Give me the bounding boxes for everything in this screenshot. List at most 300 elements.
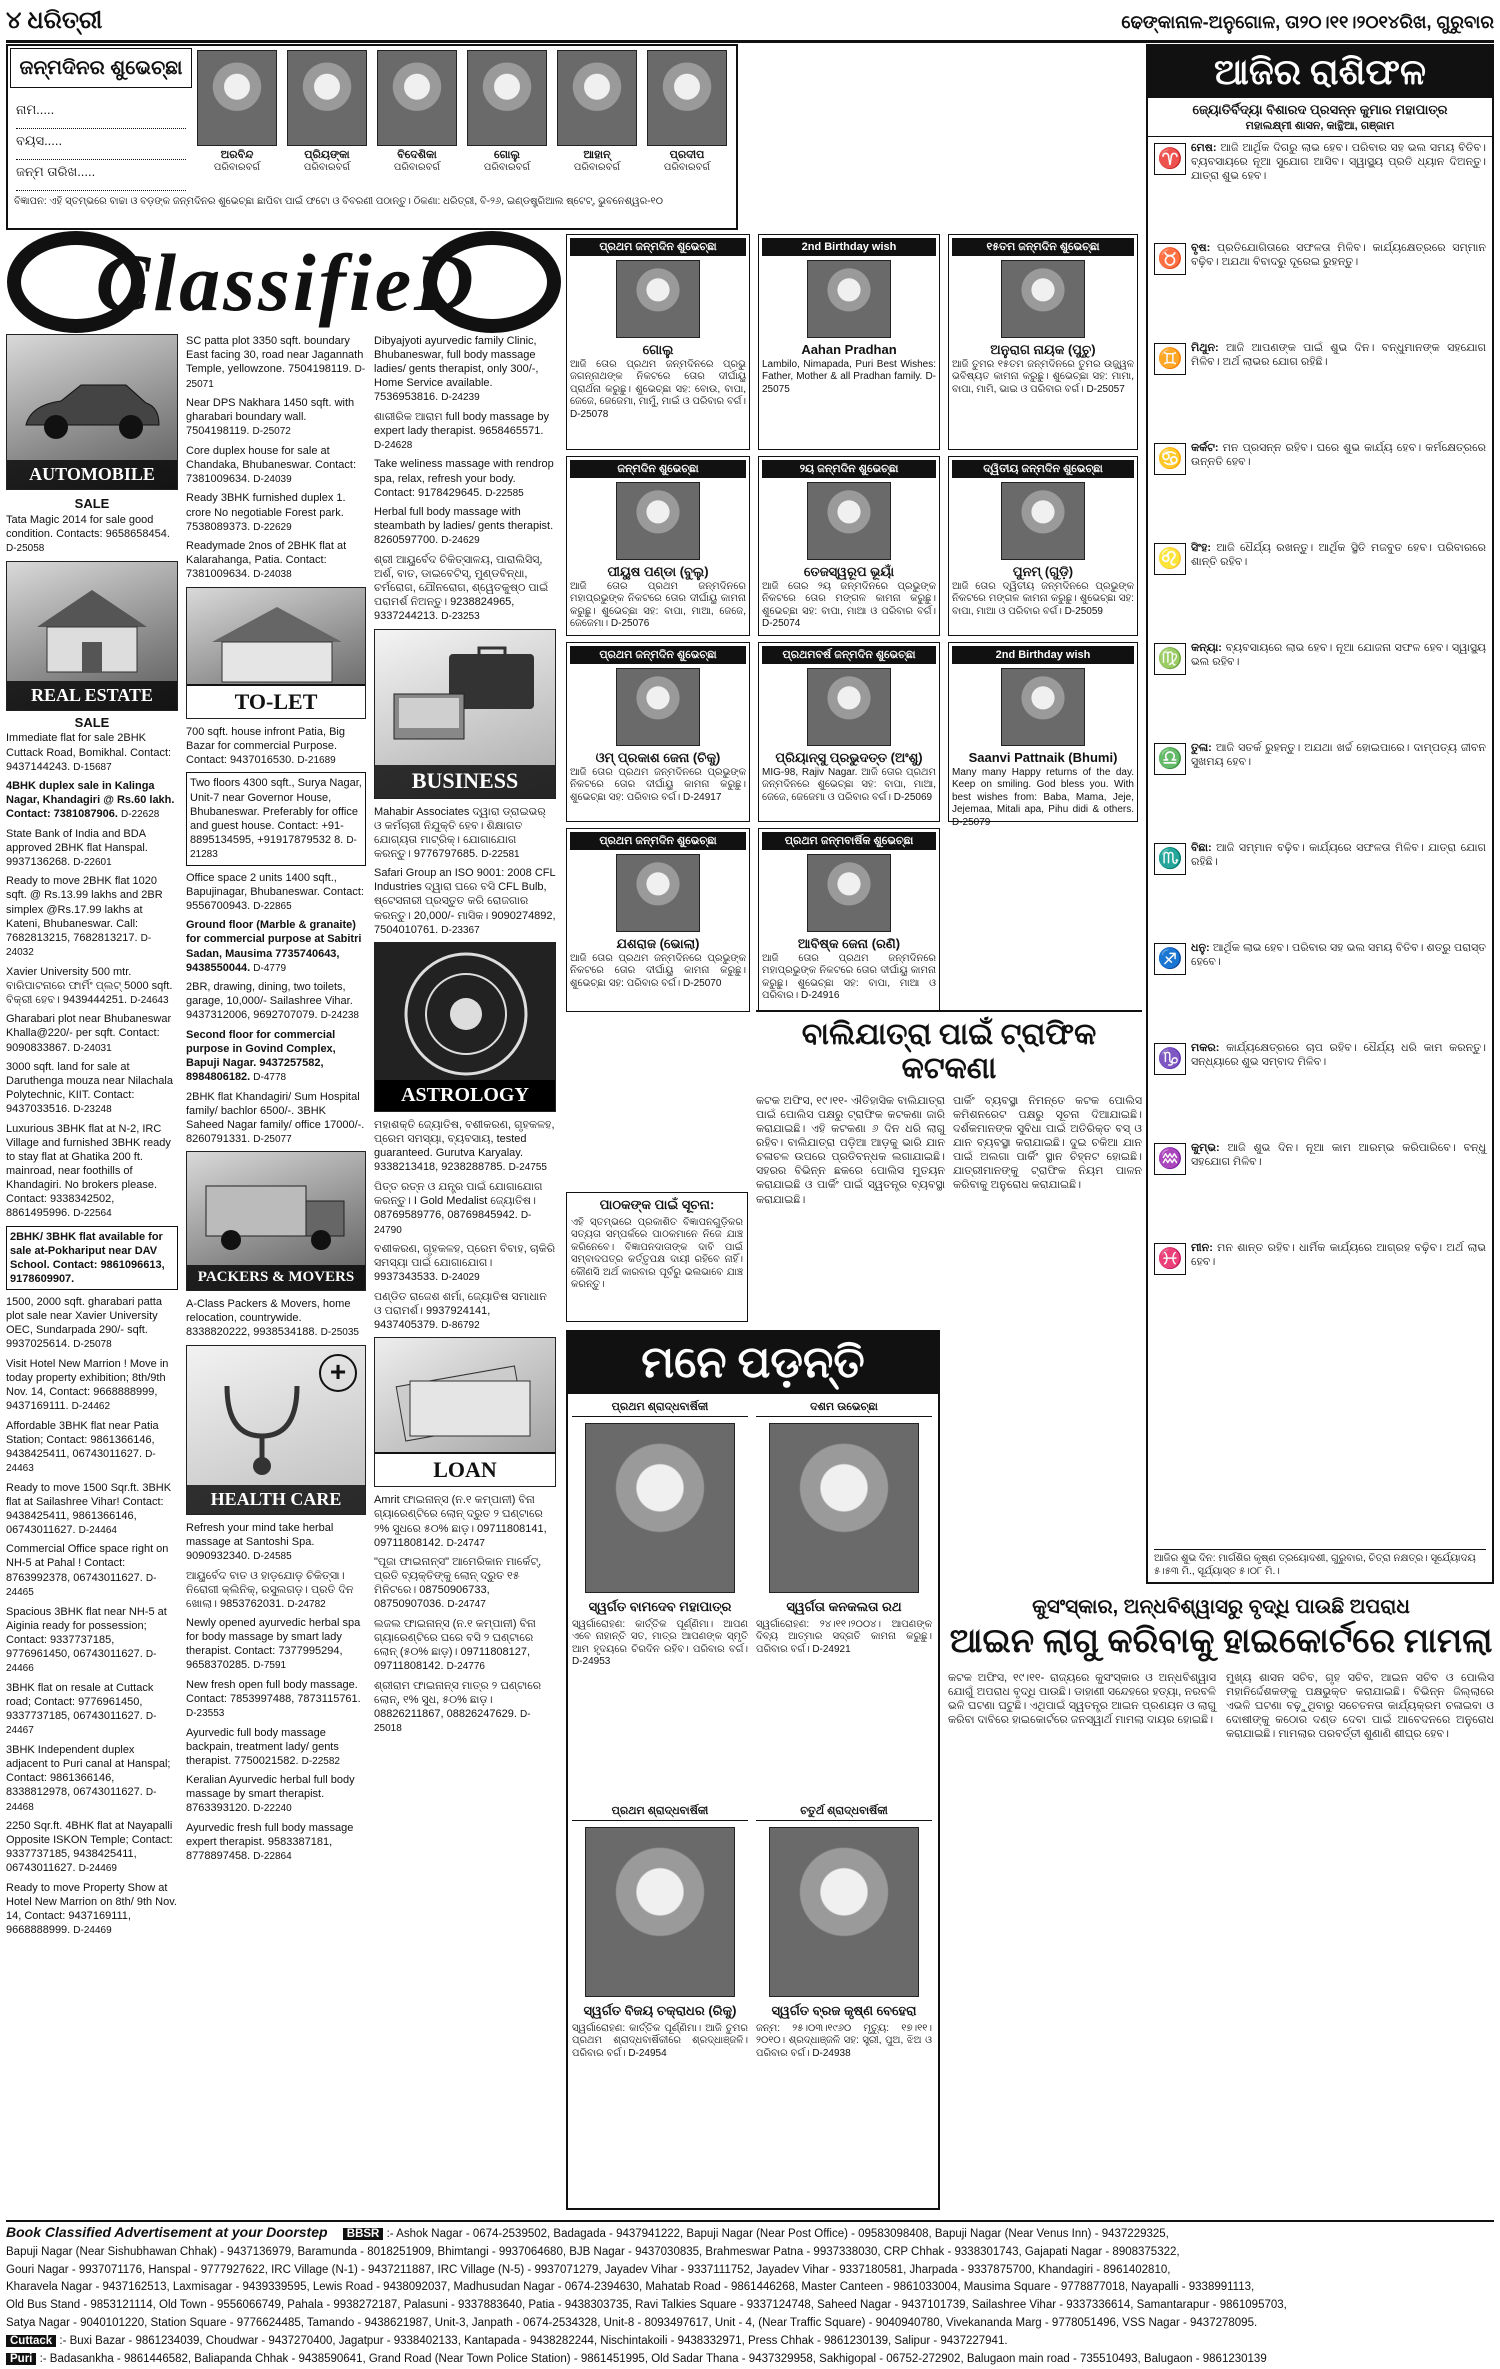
child-photo — [647, 50, 727, 146]
stethoscope-icon — [207, 1376, 327, 1476]
currency-notes-icon — [395, 1356, 535, 1446]
zodiac-prediction: ଆର୍ଥିକ ଲାଭ ହେବ। ପରିବାର ସହ ଭଲ ସମୟ ବିତିବ। ଶତ୍ରୁ ପରାସ୍ତ ହେବେ। — [1191, 941, 1486, 969]
ad-text: 700 sqft. house infront Patia, Big Bazar for commercial Purpose. Contact: 9437016530. — [186, 725, 345, 766]
ad-code: D-4779 — [253, 962, 287, 974]
ad-code: D-22628 — [120, 809, 160, 821]
classified-ad — [374, 457, 556, 500]
child-name: ବିଦେଶିକା — [397, 149, 437, 161]
birthday-child-photo — [807, 854, 891, 932]
classified-ad — [6, 1122, 178, 1221]
classified-ad — [6, 1605, 178, 1676]
birthday-ad-code: D-24916 — [801, 990, 840, 1002]
massage-ads — [374, 334, 556, 624]
classified-ad — [186, 491, 366, 534]
child-name: ଗୋଲୁ — [493, 149, 521, 161]
classified-ad — [186, 396, 366, 439]
column-1 — [6, 334, 178, 2218]
classified-ad — [6, 1295, 178, 1352]
classified-ad — [6, 1743, 178, 1814]
birthday-child-photo — [1001, 668, 1085, 746]
horoscope-sign — [1154, 441, 1486, 537]
ad-packers: A-Class Packers & Movers, home relocation, countrywide. 8338820222, 9938534188. D-25035 — [186, 1298, 359, 1339]
ad-text: ଶ୍ରୀ ଆୟୁର୍ବେଦ ଚିକିତ୍ସାଳୟ, ପାରାଲିସିସ୍, ଅର୍ଶ, ବାତ, ଡାଇବେଟିସ୍, ମୁଣ୍ଡବିନ୍ଧା, ଚର୍ମରୋଗ, ଯୌନରୋଗ, ଶ୍ୱେତକୁଷ୍ଠ ପାଇଁ ପରାମର୍ଶ ନିଅନ୍ତୁ। 9238824965, 9337244213. — [374, 553, 549, 623]
birthday-ad-code: D-25075 — [762, 371, 936, 395]
ad-text: Ground floor (Marble & granaite) for commercial purpose at Sabitri Sadan, Mausima 7735740643, 9438550044. — [186, 919, 362, 974]
child-card — [374, 50, 460, 190]
ad-code: D-24238 — [320, 1010, 359, 1022]
birthday-child-name: ପୁନମ୍ (ଗୁଡ଼ି) — [1012, 564, 1074, 580]
ad-text: Ready to move Property Show at Hotel New Marrion on 8th/ 9th Nov. 14, Contact: 9437169111, 9668888999. — [6, 1881, 177, 1937]
classified-ad — [6, 1012, 178, 1055]
zodiac-name: ତୁଳା: — [1191, 741, 1212, 754]
horoscope-sign — [1154, 341, 1486, 437]
horoscope-sign — [1154, 1241, 1486, 1337]
classified-ad — [186, 334, 366, 391]
obituary-text — [756, 2023, 932, 2061]
birthday-message — [952, 359, 1134, 397]
zodiac-icon: ♑ — [1154, 1043, 1186, 1075]
ad-code: D-22581 — [481, 848, 520, 860]
birthday-child-photo — [807, 668, 891, 746]
birthday-child-name: ତେଜସ୍ୱରୂପ ଭୂୟାଁ — [803, 564, 895, 580]
zodiac-name: ବିଛା: — [1191, 841, 1212, 854]
ad-text: Core duplex house for sale at Chandaka, Bhubaneswar. Contact: 7381009634. — [186, 444, 357, 485]
obituary-photo — [769, 1423, 919, 1593]
birthday-message-text: ଆଜି ତୁମର ୧୫ତମ ଜନ୍ମଦିନରେ ତୁମର ଉଜ୍ଜ୍ୱଳ ଭବିଷ୍ୟତ କାମନା କରୁଛୁ। ଶୁଭେଚ୍ଛା ସହ: ମାମା, ବାପା, ମାମି, ଭାଇ ଓ ପରିବାର ବର୍ଗ। — [952, 358, 1134, 395]
classified-ad — [186, 1090, 366, 1147]
ad-code: D-24469 — [78, 1863, 117, 1875]
ad-code: D-4778 — [253, 1072, 287, 1084]
birthday-message-text: ଆଜି ତୋର ପ୍ରଥମ ଜନ୍ମଦିନରେ ମହାପ୍ରଭୁଙ୍କ ନିକଟରେ ତୋର ଦୀର୍ଘାୟୁ କାମନା କରୁଛୁ। ଶୁଭେଚ୍ଛା ସହ: ବାପା, ମାଆ ଓ ପରିବାର। — [762, 952, 936, 1002]
zodiac-icon: ♈ — [1154, 143, 1186, 175]
classified-ad — [186, 1726, 366, 1769]
ad-code: D-22629 — [253, 521, 292, 533]
ad-text: ବଶୀକରଣ, ଗୃହକଳହ, ପ୍ରେମ ବିବାହ, ଚାକିରି ସମସ୍ୟା ପାଇଁ ଯୋଗାଯୋଗ। 9937343533. — [374, 1243, 556, 1284]
horoscope-sign — [1154, 1141, 1486, 1237]
child-card — [284, 50, 370, 190]
birthday-card-title: ଦ୍ୱିତୀୟ ଜନ୍ମଦିନ ଶୁଭେଚ୍ଛା — [952, 460, 1134, 478]
birthday-card-title: 2nd Birthday wish — [762, 238, 936, 256]
birthday-ad-code: D-25078 — [570, 408, 609, 420]
automobile-image — [6, 334, 178, 490]
ad-code: D-24629 — [441, 535, 480, 547]
health-care-image — [186, 1345, 366, 1515]
briefcase-icon — [389, 644, 539, 754]
classified-logo — [6, 234, 566, 330]
birthday-message-text: ଆଜି ତୋର ୨ୟ ଜନ୍ମଦିନରେ ପ୍ରଭୁଙ୍କ ନିକଟରେ ତୋର ମଙ୍ଗଳ କାମନା କରୁଛୁ। ଶୁଭେଚ୍ଛା ସହ: ବାପା, ମାଆ ଓ ପରିବାର ବର୍ଗ। — [762, 580, 936, 617]
ad-code: D-23553 — [186, 1708, 225, 1720]
birthday-child-name: ଯଶରାଜ (ଭୋଲା) — [616, 936, 700, 952]
obituary-text — [572, 1619, 748, 1669]
ad-text: 1500, 2000 sqft. gharabari patta plot sale near Xavier University OEC, Sundarpada 290/- sqft. 9937025614. — [6, 1296, 162, 1351]
ad-code: D-22564 — [73, 1208, 112, 1220]
classified-ad — [6, 1419, 178, 1476]
loan-image — [374, 1337, 556, 1487]
ad-text: ଆୟୁର୍ବେଦ ବାତ ଓ ହାଡ଼ଯୋଡ଼ ଚିକିତ୍ସା। ନିରୋଗୀ କ୍ଲିନିକ୍, ରସୁଲଗଡ଼। ପ୍ରତି ଦିନ ଖୋଲା। 9853762031. — [186, 1569, 354, 1610]
classified-ad — [374, 1617, 556, 1674]
ad-code: D-24468 — [6, 1787, 157, 1813]
classified-ad — [186, 772, 366, 865]
birthday-child-name: ଅନୁରାଗ ନାୟକ (ପୁଚୁ) — [990, 342, 1096, 358]
obituary-text-body: ସ୍ୱର୍ଗାରୋହଣ: ୨୪।୧୧।୨୦୦୪। ଆପଣଙ୍କ ଦିବ୍ୟ ଆତ୍ମାର ସଦ୍‌ଗତି କାମନା କରୁଛୁ। ପରିବାର ବର୍ଗ। — [756, 1618, 932, 1655]
classified-ad — [186, 1569, 366, 1612]
child-family: ପରିବାରବର୍ଗ — [663, 162, 711, 174]
ad-code: D-15687 — [73, 761, 112, 773]
property-ads — [186, 334, 366, 582]
birthday-message-text: ଆଜି ତୋର ପ୍ରଥମ ଜନ୍ମଦିନରେ ମହାପ୍ରଭୁଙ୍କ ନିକଟରେ ତୋର ଦୀର୍ଘାୟୁ କାମନା କରୁଛୁ। ଶୁଭେଚ୍ଛା ସହ: ବାପା, ମାଆ, ଜେଜେ, ଜେଜେମା। — [570, 580, 746, 630]
zodiac-prediction: କାର୍ଯ୍ୟକ୍ଷେତ୍ରରେ ଚାପ ରହିବ। ଧୈର୍ଯ୍ୟ ଧରି କାମ କରନ୍ତୁ। ସନ୍ଧ୍ୟାରେ ଶୁଭ ସମ୍ବାଦ ମିଳିବ। — [1191, 1041, 1486, 1069]
footer-book-title: Book Classified Advertisement at your Doorstep — [6, 2224, 328, 2240]
zodiac-icon: ♏ — [1154, 843, 1186, 875]
ad-text: 2BHK/ 3BHK flat available for sale at-Pokhariput near DAV School. Contact: 9861096613, 9178609907. — [10, 1230, 165, 1285]
birthday-ad-code: D-25079 — [952, 816, 991, 828]
ad-text: ଶ୍ରୀରାମ ଫାଇନାନ୍ସ ମାତ୍ର ୨ ଘଣ୍ଟାରେ ଲୋନ୍, ୧% ସୁଧ, ୫୦% ଛାଡ଼। 08826211867, 08826247629. — [374, 1679, 542, 1720]
child-name: ପ୍ରିୟଙ୍କା — [304, 149, 350, 161]
child-name: ପ୍ରଦୀପ — [669, 149, 705, 161]
zodiac-prediction: ଆଜି ଆପଣଙ୍କ ପାଇଁ ଶୁଭ ଦିନ। ବନ୍ଧୁମାନଙ୍କ ସହଯୋଗ ମିଳିବ। ଅର୍ଥ ଲାଭର ଯୋଗ ରହିଛି। — [1191, 341, 1487, 369]
obituary-ad-code: D-24938 — [812, 2047, 851, 2059]
classified-ad — [186, 871, 366, 914]
court-headline: ଆଇନ ଲାଗୁ କରିବାକୁ ହାଇକୋର୍ଟରେ ମାମଲା — [949, 1623, 1493, 1660]
real-estate-image — [6, 561, 178, 711]
birthday-child-photo — [616, 260, 700, 338]
reader-notice-title: ପାଠକଙ୍କ ପାଇଁ ସୂଚନା: — [599, 1197, 715, 1212]
ad-code: D-24463 — [6, 1448, 156, 1475]
zodiac-name: କୁମ୍ଭ: — [1191, 1141, 1220, 1154]
house-icon — [27, 582, 157, 672]
birthday-message — [762, 953, 936, 1003]
obituary-photo — [769, 1827, 919, 1997]
reader-notice — [566, 1192, 748, 1322]
birthday-message-text: MIG-98, Rajiv Nagar. ଆଜି ତୋର ପ୍ରଥମ ଜନ୍ମଦିନରେ ଶୁଭେଚ୍ଛା ସହ: ବାପା, ମାଆ, ଜେଜେ, ଜେଜେମା ଓ ପରିବାର ବର୍ଗ। — [762, 766, 936, 803]
obituary-heading: ଦଶମ ଉଭେଚ୍ଛା — [756, 1400, 932, 1417]
ad-code: D-24038 — [253, 569, 292, 581]
zodiac-name: ଧନୁ: — [1191, 941, 1210, 954]
child-card — [464, 50, 550, 190]
zodiac-name: ସିଂହ: — [1191, 541, 1212, 554]
birthday-message — [570, 767, 746, 805]
classified-ad — [186, 1521, 366, 1564]
reader-notice-text: ଏହି ସ୍ତମ୍ଭରେ ପ୍ରକାଶିତ ବିଜ୍ଞାପନଗୁଡ଼ିକର ସତ୍ୟତା ସମ୍ପର୍କରେ ପାଠକମାନେ ନିଜେ ଯାଞ୍ଚ କରିନେବେ। ବିଜ୍ଞାପନଦାତାଙ୍କ ଦାବି ପାଇଁ ସମ୍ବାଦପତ୍ର କର୍ତ୍ତୃପକ୍ଷ ଦାୟୀ ରହିବେ ନାହିଁ। କୌଣସି ଅର୍ଥ କାରବାର ପୂର୍ବରୁ ଭଲଭାବେ ଯାଞ୍ଚ କରନ୍ତୁ। — [571, 1216, 743, 1291]
car-icon — [21, 375, 161, 445]
footer-line: Gouri Nagar - 9937071176, Hanspal - 9777927622, IRC Village (N-1) - 9437211887, IRC Village (N-5) - 9937071279, Jayadev Vihar - 9337111752, Jayadev Vihar - 9337180581, Jharpada - 9337875700, Khandagiri - 8961402810, — [6, 2263, 1171, 2276]
ad-text: Readymade 2nos of 2BHK flat at Kalarahanga, Patia. Contact: 7381009634. — [186, 540, 347, 581]
footer-line: Old Bus Stand - 9853121114, Old Town - 9556066749, Pahala - 9938272187, Palasuni - 9337883640, Patia - 9438303735, Ravi Talkies Square - 9337124748, Saheed Nagar - 9437101739, Sailashree Vihar - 9337336614, Samantarapur - 9861095703, — [6, 2299, 1287, 2312]
zodiac-icon: ♒ — [1154, 1143, 1186, 1175]
birthday-card — [758, 642, 940, 822]
form-field-age[interactable]: ବୟସ..... — [16, 133, 186, 160]
column-3 — [374, 334, 556, 2218]
zodiac-icon: ♌ — [1154, 543, 1186, 575]
birthday-message — [762, 359, 936, 397]
to-let-image — [186, 587, 366, 719]
zodiac-prediction: ଆଜି ସତର୍କ ରୁହନ୍ତୁ। ଅଯଥା ଖର୍ଚ୍ଚ ହୋଇପାରେ। ଦାମ୍ପତ୍ୟ ଜୀବନ ସୁଖମୟ ହେବ। — [1191, 741, 1486, 769]
ad-code: D-25018 — [374, 1708, 531, 1735]
zodiac-prediction: ଆଜି ଧୈର୍ଯ୍ୟ ରଖନ୍ତୁ। ଆର୍ଥିକ ସ୍ଥିତି ମଜବୁତ ହେବ। ପରିବାରରେ ଶାନ୍ତି ରହିବ। — [1191, 541, 1487, 569]
astrology-ads — [374, 1118, 556, 1332]
horoscope-sign — [1154, 941, 1486, 1037]
birthday-ad-code: D-25059 — [1064, 605, 1103, 617]
classified-ad — [186, 444, 366, 487]
ad-text: Mahabir Associates ଦ୍ୱାରା ଡ୍ରାଇଭର୍ ଓ କର୍ମଚାରୀ ନିଯୁକ୍ତି ହେବ। ଶିକ୍ଷାଗତ ଯୋଗ୍ୟତା ମାଟ୍ରିକ୍। ଯୋଗାଯୋଗ କରନ୍ତୁ। 9776797685. — [374, 805, 546, 860]
ad-code: D-22585 — [485, 487, 524, 499]
ad-code: D-24585 — [253, 1551, 292, 1563]
horoscope-sign — [1154, 641, 1486, 737]
birthday-child-name: ଗୋଲୁ — [642, 342, 674, 358]
birthday-card — [948, 642, 1138, 828]
horoscope-title: ଆଜିର ରାଶିଫଳ — [1148, 46, 1492, 98]
classified-ad — [374, 1493, 556, 1550]
birthday-card — [948, 234, 1138, 450]
ad-code: D-24776 — [446, 1661, 485, 1673]
ad-text: Ayurvedic full body massage backpain, treatment lady/ gents therapist. 7750021582. — [186, 1726, 339, 1767]
birthday-message — [570, 953, 746, 991]
court-paragraph-2: ମୁଖ୍ୟ ଶାସନ ସଚିବ, ଗୃହ ସଚିବ, ଆଇନ ସଚିବ ଓ ପୋଲିସ ମହାନିର୍ଦ୍ଦେଶକଙ୍କୁ ପକ୍ଷଭୁକ୍ତ କରାଯାଇଛି। ବିଭିନ୍ନ ଜିଲ୍ଲାରେ ଏଭଳି ଘଟଣା ବଢ଼ୁଥିବାରୁ ସଚେତନତା କାର୍ଯ୍ୟକ୍ରମ ଚଳାଇବା ଓ ଦୋଷୀଙ୍କୁ କଠୋର ଦଣ୍ଡ ଦେବା ପାଇଁ ଆବେଦନରେ ଅନୁରୋଧ କରାଯାଇଛି। ମାମଲାର ପରବର୍ତ୍ତୀ ଶୁଣାଣି ଶୀଘ୍ର ହେବ। — [1226, 1672, 1494, 1741]
birthday-card — [566, 234, 750, 450]
obituary-heading: ପ୍ରଥମ ଶ୍ରାଦ୍ଧବାର୍ଷିକୀ — [572, 1804, 748, 1821]
child-card — [194, 50, 280, 190]
zodiac-prediction: ଆଜି ଆର୍ଥିକ ଦିଗରୁ ଲାଭ ହେବ। ପରିବାର ସହ ଭଲ ସମୟ ବିତିବ। ବ୍ୟବସାୟରେ ନୂଆ ସୁଯୋଗ ଆସିବ। ସ୍ୱାସ୍ଥ୍ୟ ପ୍ରତି ଧ୍ୟାନ ଦିଅନ୍ତୁ। ଯାତ୍ରା ଶୁଭ ହେବ। — [1191, 141, 1486, 183]
zodiac-name: ମେଷ: — [1191, 141, 1217, 154]
obituary-photo — [585, 1423, 735, 1593]
horoscope-sign — [1154, 141, 1486, 237]
birthday-ad-code: D-25070 — [683, 977, 722, 989]
category-astrology: ASTROLOGY — [375, 1080, 555, 1112]
ad-text: 3000 sqft. land for sale at Daruthenga mouza near Nilachala Polytechnic, KIIT. Contact: 9437033516. — [6, 1061, 173, 1116]
birthday-card — [566, 456, 750, 636]
loan-ads — [374, 1493, 556, 1735]
birthday-ad-code: D-24917 — [683, 791, 722, 803]
ad-text: Keralian Ayurvedic herbal full body massage by smart therapist. 8763393120. — [186, 1774, 355, 1815]
ad-text: Office space 2 units 1400 sqft., Bapujinagar, Bhubaneswar. Contact: 9556700943. — [186, 871, 364, 912]
horoscope-sign — [1154, 1041, 1486, 1137]
birthday-card-title: 2nd Birthday wish — [952, 646, 1134, 664]
ad-text: 3BHK flat on resale at Cuttack road; Contact: 9776961450, 9337737185, 06743011627. — [6, 1681, 154, 1722]
truck-icon — [201, 1176, 351, 1256]
classified-ad — [6, 1060, 178, 1117]
child-family: ପରିବାରବର୍ଗ — [393, 162, 441, 174]
classified-ad — [374, 1242, 556, 1285]
ad-text: New fresh open full body massage. Contact: 7853997488, 7873115761. — [186, 1678, 361, 1706]
birthday-ad-code: D-25057 — [1086, 383, 1125, 395]
ad-text: ମହାଶକ୍ତି ଜ୍ୟୋତିଷ, ବଶୀକରଣ, ଗୃହକଳହ, ପ୍ରେମ ସମସ୍ୟା, ବ୍ୟବସାୟ, tested guaranteed. Gurutva Karyalay. 9338213418, 9238288785. — [374, 1119, 555, 1174]
ad-code: D-25078 — [73, 1339, 112, 1351]
ad-code: D-24039 — [253, 473, 292, 485]
zodiac-icon: ♊ — [1154, 343, 1186, 375]
ad-text: Safari Group an ISO 9001: 2008 CFL Industries ଦ୍ୱାରା ଘରେ ବସି CFL Bulb, ଷ୍ଟେସନାରୀ ପ୍ରସ୍ତୁତ କରି ରୋଜଗାର କରନ୍ତୁ। 20,000/- ମାସିକ। 9090274892, 7504010761. — [374, 867, 556, 936]
ad-code: D-24643 — [130, 994, 169, 1006]
ad-text: Second floor for commercial purpose in Govind Complex, Bapuji Nagar. 9437257582, 8984806182. — [186, 1028, 336, 1084]
zodiac-prediction: ମନ ଶାନ୍ତ ରହିବ। ଧାର୍ମିକ କାର୍ଯ୍ୟରେ ଆଗ୍ରହ ବଢ଼ିବ। ଅର୍ଥ ଲାଭ ହେବ। — [1191, 1241, 1486, 1269]
ad-code: D-24462 — [71, 1401, 111, 1413]
birthday-card-title: ପ୍ରଥମ ଜନ୍ମଦିନ ଶୁଭେଚ୍ଛା — [570, 832, 746, 850]
ad-code: D-25077 — [253, 1133, 292, 1145]
zodiac-icon: ♍ — [1154, 643, 1186, 675]
horoscope-section — [1146, 44, 1494, 1584]
classified-ad — [374, 1679, 556, 1736]
obituary-text — [572, 2023, 748, 2061]
ad-text: Near DPS Nakhara 1450 sqft. with gharabari boundary wall. 7504198119. — [186, 397, 355, 438]
birthday-child-photo — [1001, 260, 1085, 338]
classified-ad — [186, 980, 366, 1023]
classified-ad — [6, 965, 178, 1008]
zodiac-prediction: ମନ ପ୍ରସନ୍ନ ରହିବ। ଘରେ ଶୁଭ କାର୍ଯ୍ୟ ହେବ। କର୍ମକ୍ଷେତ୍ରରେ ଉନ୍ନତି ହେବ। — [1191, 441, 1486, 469]
traffic-paragraph-2: ପାର୍କିଂ ବ୍ୟବସ୍ଥା ନିମନ୍ତେ କଟକ ପୋଲିସ କମିଶନରେଟ ପକ୍ଷରୁ ସୂଚନା ଦିଆଯାଇଛି। ଦର୍ଶକମାନଙ୍କ ସୁବିଧା ପାଇଁ ଅତିରିକ୍ତ ବସ୍ ଓ ଯାନ ବ୍ୟବସ୍ଥା କରାଯାଇଛି। ଦୁଇ ଚକିଆ ଯାନ ପାଇଁ ଅଲଗା ପାର୍କିଂ ସ୍ଥାନ ଚିହ୍ନଟ ହୋଇଛି। ଯାତ୍ରୀମାନଙ୍କୁ ଟ୍ରାଫିକ ନିୟମ ପାଳନ କରିବାକୁ ଅନୁରୋଧ କରାଯାଇଛି। — [953, 1095, 1142, 1192]
child-photo — [287, 50, 367, 146]
classified-ad — [374, 805, 556, 862]
packers-image — [186, 1151, 366, 1291]
ad-code: D-24469 — [73, 1925, 112, 1937]
obituary-heading: ଚତୁର୍ଥ ଶ୍ରାଦ୍ଧବାର୍ଷିକୀ — [756, 1804, 932, 1821]
ad-text: Two floors 4300 sqft., Surya Nagar, Unit-7 near Governor House, Bhubaneswar. Preferably for office and guest house. Contact: +91-8895134595, +91917879532 8. — [190, 777, 362, 846]
birthday-form-title: ଜନ୍ମଦିନର ଶୁଭେଚ୍ଛା — [10, 48, 192, 88]
real-estate-ads — [6, 731, 178, 1937]
ad-text: Newly opened ayurvedic herbal spa for body massage by smart lady therapist. Contact: 7377995294, 9658370285. — [186, 1617, 361, 1672]
child-card — [554, 50, 640, 190]
obituary-text-body: ସ୍ୱର୍ଗାରୋହଣ: କାର୍ତ୍ତିକ ପୂର୍ଣ୍ଣିମା। ଆପଣ ଏବେ ନାହାନ୍ତି ସତ, ମାତ୍ର ଆପଣଙ୍କ ସ୍ମୃତି ଆମ ହୃଦୟରେ ଚିରଦିନ ରହିବ। ପରିବାର ବର୍ଗ। — [572, 1618, 748, 1655]
obituary-card — [756, 1804, 932, 2202]
form-field-name[interactable]: ନାମ..... — [16, 102, 186, 129]
birthday-form — [6, 44, 738, 230]
obituary-name: ସ୍ୱର୍ଗତା କନକଲତା ରଥ — [786, 1599, 902, 1615]
obituary-name: ସ୍ୱର୍ଗତ ବିଜୟ ଚକ୍ରାଧର (ରିକୁ) — [583, 2003, 737, 2019]
ad-text: 4BHK duplex sale in Kalinga Nagar, Khandagiri @ Rs.60 lakh. Contact: 7381087906. — [6, 780, 175, 821]
birthday-message-text: ଆଜି ତୋର ପ୍ରଥମ ଜନ୍ମଦିନରେ ପ୍ରଭୁ ଜଗନ୍ନାଥଙ୍କ ନିକଟରେ ତୋର ଦୀର୍ଘାୟୁ ପ୍ରାର୍ଥନା କରୁଛୁ। ଶୁଭେଚ୍ଛା ସହ: ବୋଉ, ବାପା, ଜେଜେ, ଜେଜେମା, ମାମୁଁ, ମାଇଁ ଓ ପରିବାର ବର୍ଗ। — [570, 358, 746, 408]
classified-ad — [6, 731, 178, 774]
obituary-name: ସ୍ୱର୍ଗତ ବାମଦେବ ମହାପାତ୍ର — [588, 1599, 732, 1615]
birthday-message-text: Many many Happy returns of the day. Keep on smiling. God bless you. With best wishes from: Baba, Mama, Jeje, Jejemaa, Mitali apa, Pihu didi & others. — [952, 766, 1134, 816]
zodiac-icon: ♉ — [1154, 243, 1186, 275]
sale-heading-2: SALE — [74, 714, 110, 730]
footer-lines — [6, 2244, 1494, 2333]
business-ads — [374, 805, 556, 938]
obituary-ad-code: D-24953 — [572, 1656, 611, 1668]
birthday-card — [758, 234, 940, 450]
ad-text: Commercial Office space right on NH-5 at Pahal ! Contact: 8763992378, 06743011627. — [6, 1543, 169, 1584]
ad-code: D-23248 — [73, 1104, 112, 1116]
obituary-photo — [585, 1827, 735, 1997]
birthday-message — [570, 359, 746, 422]
horoscope-byline: ଜ୍ୟୋତିର୍ବିଦ୍ୟା ବିଶାରଦ ପ୍ରସନ୍ନ କୁମାର ମହାପାତ୍ର — [1192, 102, 1448, 117]
category-health-care: HEALTH CARE — [187, 1485, 365, 1514]
horoscope-byline-2: ମହାଲକ୍ଷ୍ମୀ ଶାସନ, କାନ୍ଥିଆ, ଗଞ୍ଜାମ — [1148, 119, 1492, 137]
footer-puri-text: :- Badasankha - 9861446582, Baliapanda Chhak - 9438590641, Grand Road (Near Town Police Station) - 9861451995, Old Sadar Thana - 9437329958, Sakhigopal - 06752-272902, Balugaon main road - 735510493, Balugaon - 9861230139 — [39, 2352, 1267, 2365]
birthday-message — [762, 581, 936, 631]
classified-ad — [374, 553, 556, 624]
horoscope-footer: ଆଜିର ଶୁଭ ଦିନ: ମାର୍ଗଶିର କୃଷ୍ଣ ତ୍ରୟୋଦଶୀ, ଗୁରୁବାର, ଚିତ୍ରା ନକ୍ଷତ୍ର। ସୂର୍ଯ୍ୟୋଦୟ ୫।୫୩ ମି., ସୂର୍ଯ୍ୟାସ୍ତ ୫।୦୮ ମି.। — [1154, 1549, 1486, 1578]
child-card — [644, 50, 730, 190]
footer-cuttack-text: :- Buxi Bazar - 9861234039, Choudwar - 9437270400, Jagatpur - 9338402133, Kantapada - 9438282244, Nischintakoili - 9438332971, Press Chhak - 9861230139, Salipur - 9437227941. — [59, 2334, 1008, 2347]
birthday-child-name: ଆବିଷ୍କ ଜେନା (ରଣି) — [797, 936, 901, 952]
child-family: ପରିବାରବର୍ଗ — [303, 162, 351, 174]
classified-ad — [374, 334, 556, 405]
ad-code: D-25072 — [252, 426, 291, 438]
health-care-ads — [186, 1521, 366, 1864]
ad-code: D-21689 — [297, 754, 336, 766]
classified-ad — [6, 1226, 178, 1290]
classified-logo-text: ClassifieD — [95, 237, 477, 328]
birthday-child-photo — [807, 482, 891, 560]
classified-ad — [186, 1678, 366, 1721]
birthday-message-text: ଆଜି ତୋର ଦ୍ୱିତୀୟ ଜନ୍ମଦିନରେ ପ୍ରଭୁଙ୍କ ନିକଟରେ ମଙ୍ଗଳ କାମନା କରୁଛୁ। ଶୁଭେଚ୍ଛା ସହ: ବାପା, ମାଆ ଓ ପରିବାର ବର୍ଗ। — [952, 580, 1134, 617]
classified-ad — [6, 1542, 178, 1599]
ad-text: Refresh your mind take herbal massage at Santoshi Spa. 9090932340. — [186, 1521, 334, 1563]
form-field-dob[interactable]: ଜନ୍ମ ତାରିଖ..... — [16, 164, 186, 191]
ad-code: D-21283 — [190, 834, 357, 861]
ad-code: D-86792 — [441, 1319, 480, 1331]
traffic-paragraph-1: କଟକ ଅଫିସ, ୧୯।୧୧- ଐତିହାସିକ ବାଲିଯାତ୍ରା ପାଇଁ ପୋଲିସ ପକ୍ଷରୁ ଟ୍ରାଫିକ କଟକଣା ଜାରି କରାଯାଇଛି। ଏହି କଟକଣା ୬ ଦିନ ଧରି ଲାଗୁ ରହିବ। ବାଲିଯାତ୍ରା ପଡ଼ିଆ ଆଡ଼କୁ ଭାରି ଯାନ ଚଳାଚଳ ଉପରେ ପ୍ରତିବନ୍ଧକ ଲଗାଯାଇଛି। ସହରର ବିଭିନ୍ନ ଛକରେ ପୋଲିସ ମୁତୟନ କରାଯାଇଛି ଓ ପାର୍କିଂ ପାଇଁ ସ୍ୱତନ୍ତ୍ର ବ୍ୟବସ୍ଥା କରାଯାଇଛି। — [756, 1095, 945, 1206]
birthday-message — [952, 581, 1134, 619]
traffic-article — [756, 1010, 1142, 1322]
ad-tata-magic: Tata Magic 2014 for sale good condition. Contacts: 9658658454. D-25058 — [6, 513, 170, 555]
footer-line: Kharavela Nagar - 9437162513, Laxmisagar - 9439339595, Lewis Road - 9438092037, Madhusudan Nagar - 0674-2394630, Mahatab Road - 9861446268, Master Canteen - 9861033004, Mausima Square - 9778877018, Nayapalli - 9338991113, — [6, 2281, 1255, 2294]
horoscope-signs — [1148, 137, 1492, 1345]
ad-text: Ready to move 2BHK flat 1020 sqft. @ Rs.13.99 lakhs and 2BR simplex @Rs.17.99 lakhs at Kateni, Bhubaneswar. Call: 7682813215, 7682813217. — [6, 875, 163, 944]
ad-code: D-24029 — [441, 1272, 480, 1284]
classified-ad — [186, 918, 366, 975]
ad-code: D-24747 — [447, 1599, 486, 1611]
column-2 — [186, 334, 366, 2218]
obituary-name: ସ୍ୱର୍ଗତ ବ୍ରଜ କୃଷ୍ଣ ବେହେରା — [771, 2003, 917, 2019]
zodiac-icon: ♋ — [1154, 443, 1186, 475]
classified-ad — [186, 725, 366, 768]
obituary-text-body: ଜନ୍ମ: ୨୫।୦୩।୧୯୬୦ ମୃତ୍ୟୁ: ୧୭।୧୧।୨୦୧୦। ଶ୍ରଦ୍ଧାଞ୍ଜଳି ସହ: ସ୍ତ୍ରୀ, ପୁଅ, ଝିଅ ଓ ପରିବାର ବର୍ଗ। — [756, 2022, 932, 2059]
ad-code: D-24466 — [6, 1648, 157, 1675]
obituary-heading: ପ୍ରଥମ ଶ୍ରାଦ୍ଧବାର୍ଷିକୀ — [572, 1400, 748, 1417]
ad-text: Dibyajyoti ayurvedic family Clinic, Bhubaneswar, full body massage ladies/ gents therapist, only 300/-, Home Service available. 7536953816. — [374, 335, 539, 404]
ad-code: D-22240 — [253, 1803, 292, 1815]
birthday-card-title: ପ୍ରଥମବର୍ଷ ଜନ୍ମଦିନ ଶୁଭେଚ୍ଛା — [762, 646, 936, 664]
category-real-estate: REAL ESTATE — [7, 681, 177, 710]
classified-ad — [6, 874, 178, 959]
classified-ad — [186, 1028, 366, 1085]
birthday-form-note: ବିଜ୍ଞାପନ: ଏହି ସ୍ତମ୍ଭରେ ବାଚ୍ଚା ଓ ବଡ଼ଙ୍କ ଜନ୍ମଦିନର ଶୁଭେଚ୍ଛା ଛାପିବା ପାଇଁ ଫଟୋ ଓ ବିବରଣୀ ପଠାନ୍ତୁ। ଠିକଣା: ଧରିତ୍ରୀ, ବି-୨୬, ଇଣ୍ଡଷ୍ଟ୍ରିଆଲ ଷ୍ଟେଟ୍, ଭୁବନେଶ୍ୱର-୧୦ — [14, 196, 664, 207]
footer-cuttack-label: Cuttack — [6, 2335, 56, 2347]
classified-ad — [374, 866, 556, 937]
obituary-title: ମନେ ପଡ଼ନ୍ତି — [568, 1332, 938, 1394]
birthday-message-text: ଆଜି ତୋର ପ୍ରଥମ ଜନ୍ମଦିନରେ ପ୍ରଭୁଙ୍କ ନିକଟରେ ତୋର ଦୀର୍ଘାୟୁ କାମନା କରୁଛୁ। ଶୁଭେଚ୍ଛା ସହ: ପରିବାର ବର୍ଗ। — [570, 766, 746, 803]
obituary-card — [756, 1400, 932, 1798]
ad-code: D-7591 — [253, 1660, 287, 1672]
classified-ad — [374, 410, 556, 453]
ad-text: ଲଜଲ ଫାଇନାନ୍ସ (ନ.୧ କମ୍ପାନୀ) ବିନା ଗ୍ୟାରେଣ୍ଟିରେ ଘରେ ବସି ୨ ଘଣ୍ଟାରେ ଲୋନ୍ (୫୦% ଛାଡ଼)। 09711808127, 09711808142. — [374, 1617, 536, 1673]
birthday-message — [762, 767, 936, 805]
ad-code: D-24031 — [73, 1042, 112, 1054]
ad-code: D-25071 — [186, 364, 366, 390]
child-name: ଆହାନ୍ — [583, 149, 611, 161]
classified-ad — [186, 1616, 366, 1673]
sale-heading-1: SALE — [74, 496, 110, 511]
child-photo — [467, 50, 547, 146]
zodiac-name: ମୀନ: — [1191, 1241, 1213, 1254]
to-let-ads — [186, 725, 366, 1146]
ad-text: Visit Hotel New Marrion ! Move in today property exhibition; 8th/9th Nov. 14, Contact: 9668888999, 9437169111. — [6, 1357, 169, 1413]
classified-ad — [374, 1555, 556, 1612]
child-name: ଅରବିନ୍ଦ — [220, 149, 254, 161]
horoscope-sign — [1154, 741, 1486, 837]
classified-ad — [186, 1773, 366, 1816]
ad-text: 3BHK Independent duplex adjacent to Puri canal at Hanspal; Contact: 9861366146, 8338812978, 06743011627. — [6, 1743, 171, 1799]
ad-code: D-22864 — [253, 1851, 292, 1863]
ad-text: Gharabari plot near Bhubaneswar Khalla@220/- per sqft. Contact: 9090833867. — [6, 1013, 172, 1054]
zodiac-name: କର୍କଟ: — [1191, 441, 1219, 454]
birthday-child-name: ପୀୟୁଷ ପଣ୍ଡା (ବୁଲୁ) — [607, 564, 709, 580]
birthday-card-title: ପ୍ରଥମ ଜନ୍ମଦିନ ଶୁଭେଚ୍ଛା — [570, 238, 746, 256]
astrology-image — [374, 942, 556, 1112]
ad-text: Immediate flat for sale 2BHK Cuttack Road, Bomikhal. Contact: 9437144243. — [6, 732, 172, 773]
ad-text: ପିତ୍ତ ରତ୍ନ ଓ ଯନ୍ତ୍ର ପାଇଁ ଯୋଗାଯୋଗ କରନ୍ତୁ। I Gold Medalist ଜ୍ୟୋତିଷ। 08769589776, 08769845942. — [374, 1180, 543, 1222]
ad-code: D-24782 — [287, 1598, 326, 1610]
